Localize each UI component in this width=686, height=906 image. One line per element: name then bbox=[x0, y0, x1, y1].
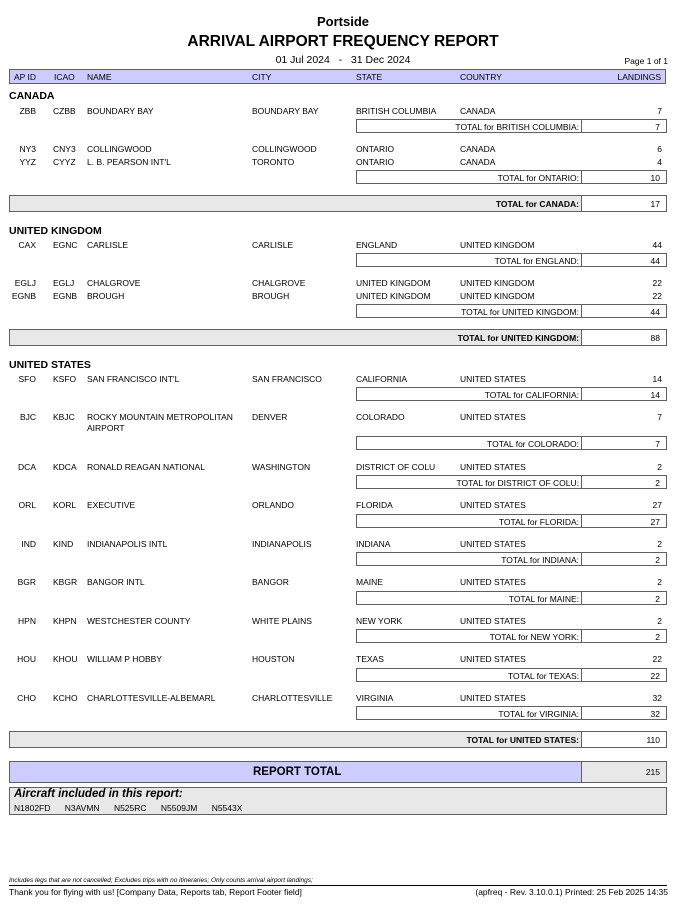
state-subtotal bbox=[356, 475, 667, 489]
subtotal-value: 2 bbox=[655, 477, 660, 488]
state-subtotal bbox=[356, 304, 667, 318]
cell-city: ORLANDO bbox=[252, 500, 295, 510]
state-subtotal bbox=[356, 591, 667, 605]
subtotal-label: TOTAL for DISTRICT OF COLU: bbox=[456, 477, 579, 488]
col-name-header: NAME bbox=[87, 72, 112, 82]
subtotal-value: 22 bbox=[650, 670, 660, 681]
subtotal-label: TOTAL for COLORADO: bbox=[487, 438, 579, 449]
cell-landings: 7 bbox=[657, 106, 662, 116]
country-heading: UNITED STATES bbox=[9, 359, 91, 371]
cell-landings: 32 bbox=[652, 693, 662, 703]
cell-country: CANADA bbox=[460, 106, 496, 116]
subtotal-label: TOTAL for MAINE: bbox=[508, 593, 579, 604]
state-subtotal bbox=[356, 436, 667, 450]
country-heading: UNITED KINGDOM bbox=[9, 225, 102, 237]
cell-city: HOUSTON bbox=[252, 654, 295, 664]
cell-state: ONTARIO bbox=[356, 157, 395, 167]
aircraft-tail: N1802FD bbox=[14, 803, 51, 813]
country-total-value: 110 bbox=[646, 735, 660, 745]
state-subtotal bbox=[356, 170, 667, 184]
aircraft-tail: N525RC bbox=[113, 803, 147, 813]
cell-city: WHITE PLAINS bbox=[252, 616, 312, 626]
cell-apid: EGLJ bbox=[14, 278, 36, 288]
cell-apid: CHO bbox=[17, 693, 36, 703]
cell-icao: KCHO bbox=[53, 693, 78, 703]
cell-apid: HOU bbox=[17, 654, 36, 664]
col-apid-header: AP ID bbox=[14, 72, 37, 82]
date-separator: - bbox=[338, 54, 343, 66]
cell-state: VIRGINIA bbox=[356, 693, 394, 703]
col-icao-header: ICAO bbox=[54, 72, 75, 82]
cell-country: UNITED STATES bbox=[460, 412, 526, 422]
footer-left: Thank you for flying with us! [Company Data, Reports tab, Report Footer field] bbox=[9, 887, 302, 897]
cell-city: DENVER bbox=[252, 412, 288, 422]
subtotal-value: 2 bbox=[655, 631, 660, 642]
cell-name: L. B. PEARSON INT'L bbox=[87, 157, 171, 167]
cell-country: UNITED STATES bbox=[460, 462, 526, 472]
cell-name: WILLIAM P HOBBY bbox=[87, 654, 162, 664]
cell-name: WESTCHESTER COUNTY bbox=[87, 616, 191, 626]
subtotal-value: 7 bbox=[655, 438, 660, 449]
state-subtotal bbox=[356, 706, 667, 720]
cell-icao: KORL bbox=[53, 500, 77, 510]
cell-icao: EGLJ bbox=[53, 278, 75, 288]
col-country-header: COUNTRY bbox=[460, 72, 502, 82]
state-subtotal bbox=[356, 629, 667, 643]
subtotal-label: TOTAL for UNITED KINGDOM: bbox=[461, 306, 579, 317]
page-number: Page 1 of 1 bbox=[624, 56, 668, 66]
cell-apid: BJC bbox=[19, 412, 36, 422]
subtotal-divider bbox=[581, 669, 582, 681]
footer-note: Includes legs that are not cancelled; Excludes trips with no itineraries; Only counts arrival airport landings; bbox=[9, 877, 313, 884]
cell-apid: CAX bbox=[18, 240, 36, 250]
cell-apid: EGNB bbox=[11, 291, 36, 301]
report-title: ARRIVAL AIRPORT FREQUENCY REPORT bbox=[187, 33, 499, 50]
cell-city: BOUNDARY BAY bbox=[252, 106, 319, 116]
cell-country: UNITED STATES bbox=[460, 654, 526, 664]
col-landings-header: LANDINGS bbox=[617, 72, 661, 82]
subtotal-label: TOTAL for VIRGINIA: bbox=[498, 708, 579, 719]
cell-country: UNITED STATES bbox=[460, 500, 526, 510]
subtotal-value: 44 bbox=[650, 306, 660, 317]
cell-state: DISTRICT OF COLU bbox=[356, 462, 436, 472]
cell-name: COLLINGWOOD bbox=[87, 144, 152, 154]
aircraft-tail: N3AVMN bbox=[64, 803, 100, 813]
cell-apid: IND bbox=[21, 539, 36, 549]
cell-icao: KBJC bbox=[53, 412, 75, 422]
cell-landings: 27 bbox=[652, 500, 662, 510]
date-to: 31 Dec 2024 bbox=[350, 54, 411, 66]
cell-icao: KDCA bbox=[53, 462, 77, 472]
cell-country: UNITED STATES bbox=[460, 539, 526, 549]
cell-name: BOUNDARY BAY bbox=[87, 106, 154, 116]
cell-state: NEW YORK bbox=[356, 616, 403, 626]
cell-name: SAN FRANCISCO INT'L bbox=[87, 374, 180, 384]
cell-landings: 2 bbox=[657, 577, 662, 587]
cell-icao: CZBB bbox=[53, 106, 76, 116]
cell-state: ONTARIO bbox=[356, 144, 395, 154]
cell-landings: 14 bbox=[652, 374, 662, 384]
country-total bbox=[9, 731, 667, 748]
cell-icao: KIND bbox=[53, 539, 74, 549]
cell-state: BRITISH COLUMBIA bbox=[356, 106, 437, 116]
subtotal-divider bbox=[581, 476, 582, 488]
cell-name: EXECUTIVE bbox=[87, 500, 136, 510]
subtotal-divider bbox=[581, 592, 582, 604]
subtotal-divider bbox=[581, 630, 582, 642]
cell-city: WASHINGTON bbox=[252, 462, 311, 472]
cell-landings: 22 bbox=[652, 291, 662, 301]
cell-city: SAN FRANCISCO bbox=[252, 374, 322, 384]
cell-icao: EGNC bbox=[53, 240, 78, 250]
cell-state: FLORIDA bbox=[356, 500, 393, 510]
subtotal-divider bbox=[581, 171, 582, 183]
footer-divider bbox=[9, 885, 667, 886]
country-total-label: TOTAL for CANADA: bbox=[495, 199, 579, 209]
subtotal-label: TOTAL for FLORIDA: bbox=[498, 516, 579, 527]
cell-state: MAINE bbox=[356, 577, 383, 587]
aircraft-label: Aircraft included in this report: bbox=[14, 788, 183, 800]
cell-landings: 4 bbox=[657, 157, 662, 167]
cell-landings: 2 bbox=[657, 462, 662, 472]
cell-icao: KHPN bbox=[53, 616, 77, 626]
cell-city: INDIANAPOLIS bbox=[252, 539, 312, 549]
subtotal-value: 27 bbox=[650, 516, 660, 527]
cell-country: UNITED STATES bbox=[460, 577, 526, 587]
subtotal-label: TOTAL for TEXAS: bbox=[507, 670, 579, 681]
state-subtotal bbox=[356, 119, 667, 133]
cell-icao: KHOU bbox=[53, 654, 78, 664]
col-city-header: CITY bbox=[252, 72, 272, 82]
country-total-value: 88 bbox=[650, 333, 660, 343]
cell-state: CALIFORNIA bbox=[356, 374, 408, 384]
cell-state: INDIANA bbox=[356, 539, 391, 549]
subtotal-divider bbox=[581, 120, 582, 132]
country-total bbox=[9, 329, 667, 346]
cell-city: TORONTO bbox=[252, 157, 295, 167]
cell-country: UNITED STATES bbox=[460, 693, 526, 703]
cell-country: CANADA bbox=[460, 144, 496, 154]
cell-name: BROUGH bbox=[87, 291, 125, 301]
cell-landings: 44 bbox=[652, 240, 662, 250]
cell-country: UNITED KINGDOM bbox=[460, 240, 535, 250]
date-from: 01 Jul 2024 bbox=[275, 54, 330, 66]
cell-country: UNITED STATES bbox=[460, 374, 526, 384]
cell-state: UNITED KINGDOM bbox=[356, 291, 431, 301]
cell-name: ROCKY MOUNTAIN METROPOLITAN AIRPORT bbox=[87, 412, 233, 433]
state-subtotal bbox=[356, 552, 667, 566]
aircraft-section bbox=[9, 787, 667, 815]
cell-landings: 22 bbox=[652, 654, 662, 664]
cell-apid: NY3 bbox=[19, 144, 36, 154]
aircraft-tail: N5509JM bbox=[160, 803, 198, 813]
state-subtotal bbox=[356, 668, 667, 682]
subtotal-value: 2 bbox=[655, 593, 660, 604]
cell-city: CHARLOTTESVILLE bbox=[252, 693, 333, 703]
cell-icao: KSFO bbox=[53, 374, 77, 384]
cell-name: CARLISLE bbox=[87, 240, 129, 250]
cell-icao: KBGR bbox=[53, 577, 78, 587]
aircraft-list bbox=[14, 803, 254, 813]
cell-country: UNITED KINGDOM bbox=[460, 278, 535, 288]
cell-city: COLLINGWOOD bbox=[252, 144, 317, 154]
cell-landings: 7 bbox=[657, 412, 662, 422]
country-total-label: TOTAL for UNITED KINGDOM: bbox=[457, 333, 579, 343]
cell-name: INDIANAPOLIS INTL bbox=[87, 539, 168, 549]
cell-apid: YYZ bbox=[19, 157, 36, 167]
report-total-label: REPORT TOTAL bbox=[253, 766, 342, 778]
subtotal-divider bbox=[581, 553, 582, 565]
cell-city: BROUGH bbox=[252, 291, 290, 301]
cell-landings: 2 bbox=[657, 616, 662, 626]
subtotal-label: TOTAL for ENGLAND: bbox=[494, 255, 579, 266]
subtotal-value: 32 bbox=[650, 708, 660, 719]
country-total-value: 17 bbox=[650, 199, 660, 209]
cell-country: CANADA bbox=[460, 157, 496, 167]
aircraft-tail: N5543X bbox=[211, 803, 243, 813]
cell-state: TEXAS bbox=[356, 654, 384, 664]
state-subtotal bbox=[356, 253, 667, 267]
subtotal-label: TOTAL for CALIFORNIA: bbox=[484, 389, 579, 400]
cell-landings: 2 bbox=[657, 539, 662, 549]
cell-city: CARLISLE bbox=[252, 240, 294, 250]
subtotal-label: TOTAL for ONTARIO: bbox=[497, 172, 579, 183]
country-heading: CANADA bbox=[9, 90, 55, 102]
cell-apid: ZBB bbox=[19, 106, 36, 116]
cell-apid: BGR bbox=[17, 577, 36, 587]
subtotal-divider bbox=[581, 305, 582, 317]
cell-name: RONALD REAGAN NATIONAL bbox=[87, 462, 205, 472]
cell-apid: HPN bbox=[18, 616, 36, 626]
date-range bbox=[0, 54, 686, 66]
subtotal-label: TOTAL for INDIANA: bbox=[501, 554, 579, 565]
cell-country: UNITED KINGDOM bbox=[460, 291, 535, 301]
cell-icao: EGNB bbox=[53, 291, 78, 301]
footer-right: (apfreq - Rev. 3.10.0.1) Printed: 25 Feb 2025 14:35 bbox=[475, 887, 668, 897]
subtotal-value: 14 bbox=[650, 389, 660, 400]
cell-state: ENGLAND bbox=[356, 240, 398, 250]
cell-name: CHALGROVE bbox=[87, 278, 141, 288]
subtotal-value: 2 bbox=[655, 554, 660, 565]
state-subtotal bbox=[356, 387, 667, 401]
cell-apid: ORL bbox=[18, 500, 36, 510]
cell-country: UNITED STATES bbox=[460, 616, 526, 626]
cell-apid: DCA bbox=[18, 462, 36, 472]
cell-name: BANGOR INTL bbox=[87, 577, 145, 587]
report-total-value: 215 bbox=[645, 767, 660, 777]
cell-apid: SFO bbox=[18, 374, 36, 384]
cell-icao: CYYZ bbox=[53, 157, 76, 167]
col-state-header: STATE bbox=[356, 72, 383, 82]
subtotal-divider bbox=[581, 388, 582, 400]
subtotal-divider bbox=[581, 707, 582, 719]
cell-city: CHALGROVE bbox=[252, 278, 306, 288]
subtotal-divider bbox=[581, 254, 582, 266]
subtotal-value: 10 bbox=[650, 172, 660, 183]
company-name: Portside bbox=[316, 14, 369, 29]
country-total-label: TOTAL for UNITED STATES: bbox=[466, 735, 579, 745]
cell-icao: CNY3 bbox=[53, 144, 76, 154]
subtotal-divider bbox=[581, 515, 582, 527]
state-subtotal bbox=[356, 514, 667, 528]
cell-landings: 6 bbox=[657, 144, 662, 154]
cell-state: UNITED KINGDOM bbox=[356, 278, 431, 288]
subtotal-value: 44 bbox=[650, 255, 660, 266]
country-total bbox=[9, 195, 667, 212]
subtotal-value: 7 bbox=[655, 121, 660, 132]
subtotal-label: TOTAL for BRITISH COLUMBIA: bbox=[455, 121, 579, 132]
column-header-bar bbox=[9, 69, 666, 84]
report-total bbox=[9, 761, 667, 783]
cell-landings: 22 bbox=[652, 278, 662, 288]
cell-name: CHARLOTTESVILLE-ALBEMARL bbox=[87, 693, 216, 703]
subtotal-label: TOTAL for NEW YORK: bbox=[489, 631, 579, 642]
cell-state: COLORADO bbox=[356, 412, 405, 422]
subtotal-divider bbox=[581, 437, 582, 449]
cell-city: BANGOR bbox=[252, 577, 289, 587]
